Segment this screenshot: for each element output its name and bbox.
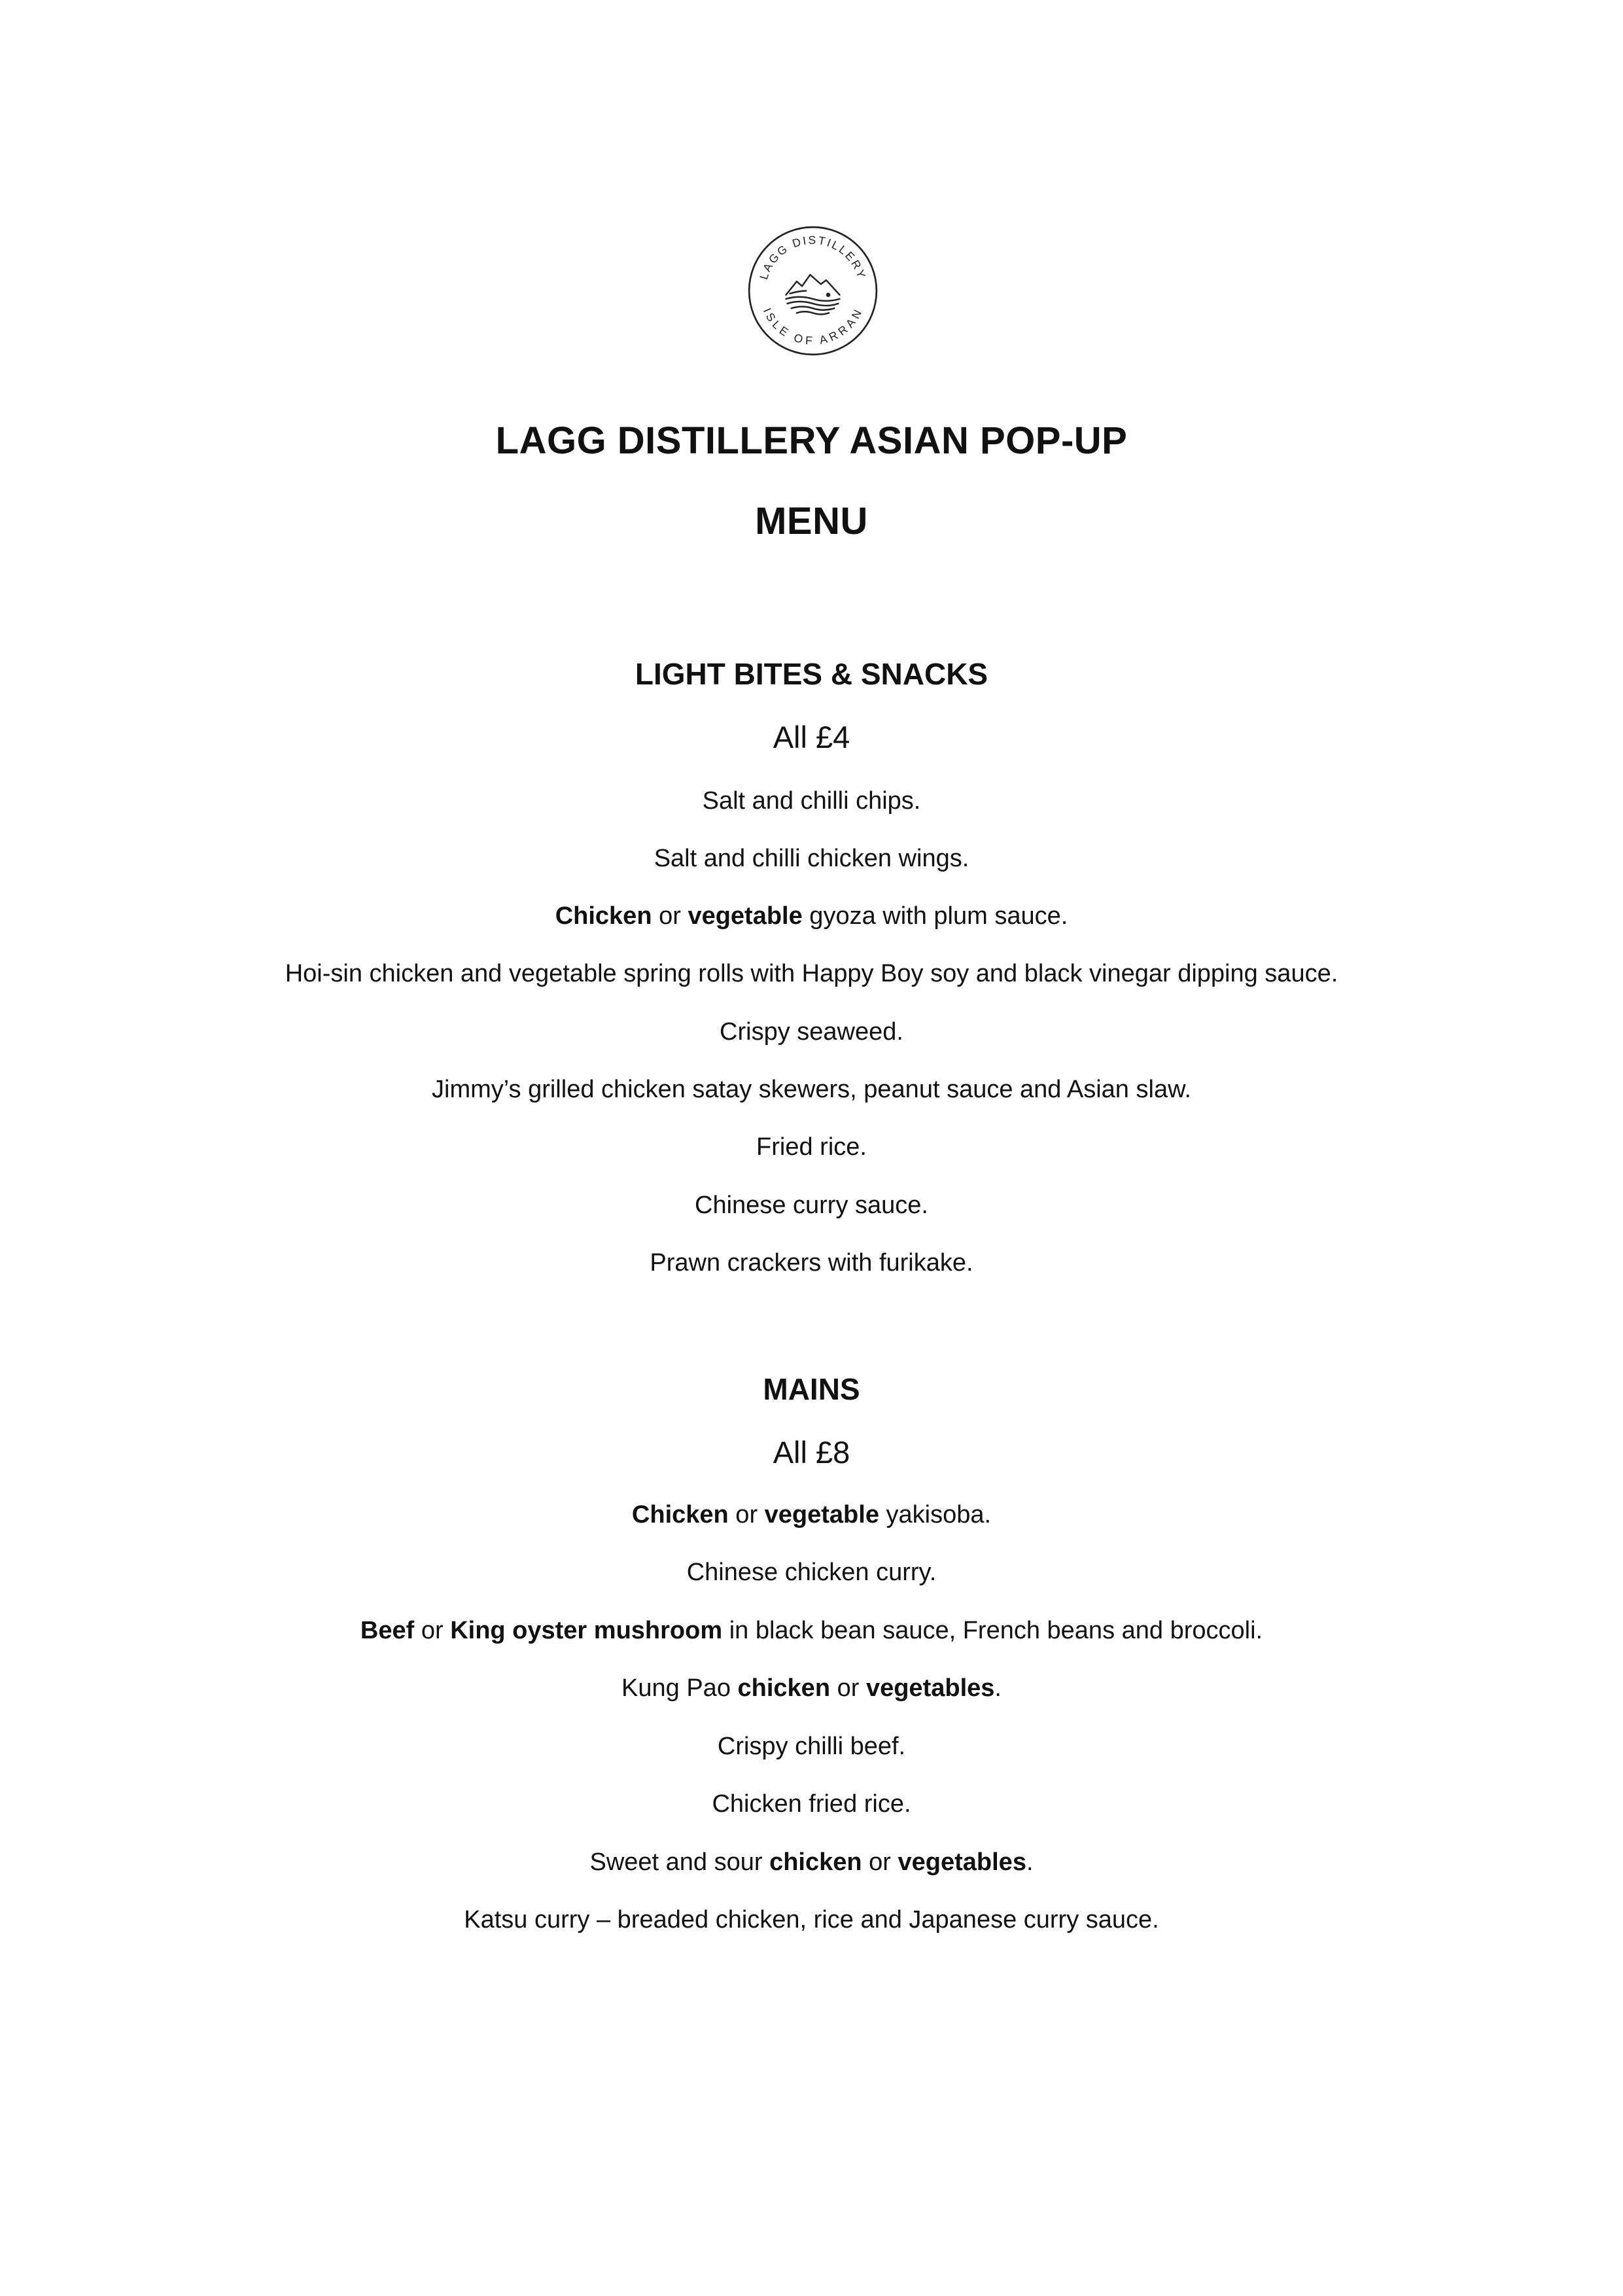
section-heading-mains: MAINS	[763, 1372, 860, 1406]
page-title: LAGG DISTILLERY ASIAN POP-UP	[495, 419, 1128, 462]
menu-item-bold-text: vegetables	[898, 1848, 1026, 1876]
menu-item	[0, 1502, 1623, 1527]
menu-item	[0, 1907, 1623, 1932]
menu-item-text: Salt and chilli chips.	[702, 787, 921, 815]
menu-item-bold-text: vegetables	[865, 1674, 995, 1702]
mountain-waves-icon	[786, 275, 840, 314]
menu-item-text: or	[652, 902, 688, 930]
menu-item	[0, 1250, 1623, 1275]
menu-item-bold-text: vegetable	[688, 902, 803, 930]
menu-item	[0, 1193, 1623, 1218]
menu-item	[0, 1792, 1623, 1816]
menu-item-text: or	[862, 1848, 898, 1876]
menu-item-text: Chicken fried rice.	[712, 1790, 911, 1818]
menu-item	[0, 1077, 1623, 1102]
menu-item	[0, 788, 1623, 813]
section-heading-light-bites: LIGHT BITES & SNACKS	[635, 657, 988, 691]
menu-item-bold-text: Beef	[360, 1617, 415, 1644]
menu-item-text: or	[414, 1617, 451, 1644]
menu-item-text: Katsu curry – breaded chicken, rice and Japanese curry sauce.	[464, 1906, 1159, 1934]
menu-item-text: Kung Pao	[621, 1674, 738, 1702]
menu-item	[0, 1618, 1623, 1643]
menu-item-text: Crispy seaweed.	[720, 1018, 903, 1046]
menu-item	[0, 1019, 1623, 1044]
menu-item-bold-text: chicken	[769, 1848, 862, 1876]
menu-item-text: Hoi-sin chicken and vegetable spring rolls with Happy Boy soy and black vinegar dipping sauce.	[285, 960, 1338, 987]
menu-item-bold-text: Chicken	[631, 1501, 729, 1528]
menu-item	[0, 1135, 1623, 1159]
menu-item-text: in black bean sauce, French beans and broccoli.	[722, 1617, 1263, 1644]
menu-item	[0, 846, 1623, 871]
lagg-distillery-logo	[746, 224, 880, 358]
menu-item-text: Salt and chilli chicken wings.	[654, 845, 969, 872]
section-price-mains: All £8	[773, 1435, 850, 1470]
menu-item	[0, 1560, 1623, 1585]
menu-item-text: Fried rice.	[756, 1133, 867, 1161]
menu-item-text: yakisoba.	[879, 1501, 992, 1528]
menu-item	[0, 904, 1623, 928]
menu-item-text: or	[830, 1674, 866, 1702]
menu-item	[0, 1676, 1623, 1701]
menu-item-bold-text: King oyster mushroom	[450, 1617, 723, 1644]
menu-item-bold-text: vegetable	[764, 1501, 879, 1528]
menu-item-text: gyoza with plum sauce.	[802, 902, 1068, 930]
section-price-light-bites: All £4	[773, 720, 850, 754]
menu-item-text: Sweet and sour	[589, 1848, 770, 1876]
menu-item-text: Prawn crackers with furikake.	[650, 1249, 973, 1277]
menu-item-bold-text: Chicken	[555, 902, 652, 930]
menu-item-text: Crispy chilli beef.	[717, 1733, 906, 1760]
menu-item-text: Jimmy’s grilled chicken satay skewers, peanut sauce and Asian slaw.	[432, 1076, 1191, 1103]
menu-item-text: Chinese chicken curry.	[686, 1559, 937, 1586]
menu-item	[0, 1734, 1623, 1759]
menu-item-text: Chinese curry sauce.	[695, 1192, 928, 1219]
menu-item-bold-text: chicken	[737, 1674, 831, 1702]
menu-item	[0, 1850, 1623, 1875]
menu-item-text: or	[728, 1501, 765, 1528]
menu-item-text: .	[1026, 1848, 1034, 1876]
menu-item	[0, 961, 1623, 986]
logo-bottom-text: ISLE OF ARRAN	[760, 306, 865, 347]
menu-item-text: .	[994, 1674, 1002, 1702]
logo-top-text: LAGG DISTILLERY	[757, 233, 869, 281]
page-subtitle: MENU	[755, 500, 868, 542]
